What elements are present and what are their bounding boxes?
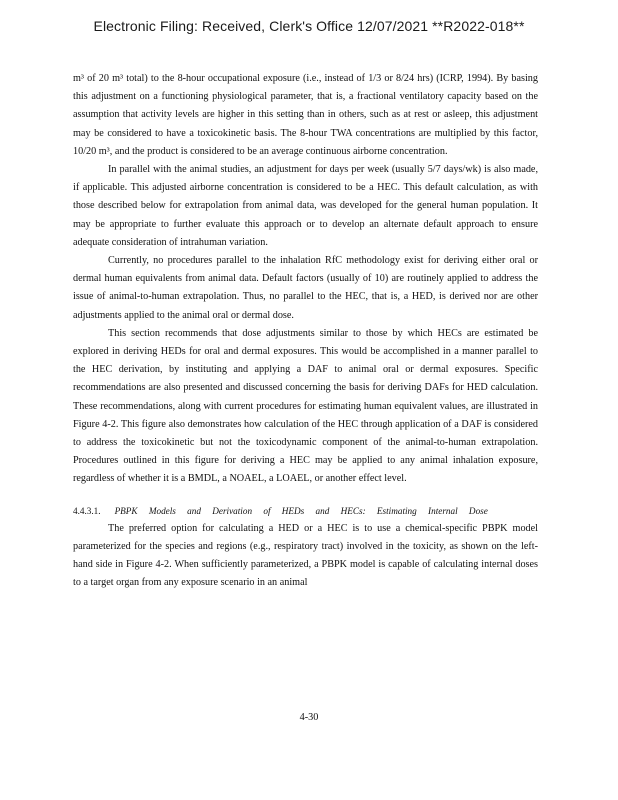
paragraph-pbpk: The preferred option for calculating a HED or a HEC is to use a chemical-specific PBPK model parameterized for the species and regions (e.g., respiratory tract) involved in the toxicity, as shown on the left-hand side in Figure 4-2. When sufficiently parameterized, a PBPK model is capable of calculating internal doses to a target organ from any exposure scenario in an animal — [73, 522, 538, 589]
section-heading — [73, 502, 538, 520]
paragraph-oral-dermal: Currently, no procedures parallel to the inhalation RfC methodology exist for deriving either oral or dermal human equivalents from animal data. Default factors (usually of 10) are routinely applied to address the issue of animal-to-human extrapolation. Thus, no parallel to the HEC, that is, a HED, is derived nor are other adjustments applied to the animal oral or dermal dose. — [73, 255, 538, 321]
page-number: 4-30 — [299, 712, 319, 723]
filing-stamp-header: Electronic Filing: Received, Clerk's Office 12/07/2021 **R2022-018** — [93, 18, 525, 34]
section-title: PBPK Models and Derivation of HEDs and HECs: Estimating Internal Dose — [114, 505, 488, 516]
document-body — [73, 70, 538, 593]
paragraph-continuation: m³ of 20 m³ total) to the 8-hour occupational exposure (i.e., instead of 1/3 or 8/24 hrs) (ICRP, 1994). By basing this adjustment on a functioning physiological parameter, that is, a fractional ventilatory capacity based on the assumption that activity levels are higher in this setting than in others, such as at rest or asleep, this adjustment may be considered to have a toxicokinetic basis. The 8-hour TWA concentrations are multiplied by this factor, 10/20 m³, and the product is considered to be an average continuous airborne concentration. — [73, 73, 538, 157]
paragraph-days-per-week: In parallel with the animal studies, an adjustment for days per week (usually 5/7 days/wk) is also made, if applicable. This adjusted airborne concentration is considered to be a HEC. This default calculation, as with those described below for extrapolation from animal data, was developed for the general human population. It may be appropriate to further evaluate this approach or to develop an alternate default approach to ensure adequate consideration of intrahuman variation. — [73, 164, 538, 248]
section-number: 4.4.3.1. — [73, 505, 101, 516]
paragraph-dose-adjustments: This section recommends that dose adjustments similar to those by which HECs are estimated be explored in deriving HEDs for oral and dermal exposures. This would be accomplished in a manner parallel to the HEC derivation, by instituting and applying a DAF to animal oral or dermal exposures. Specific recommendations are also presented and discussed concerning the basis for deriving DAFs for HED calculation. These recommendations, along with current procedures for estimating human equivalent values, are illustrated in Figure 4-2. This figure also demonstrates how calculation of the HEC through application of a DAF is considered to address the toxicokinetic but not the toxicodynamic component of the animal-to-human extrapolation. Procedures outlined in this figure for deriving a HEC may be applied to any animal inhalation exposure, regardless of whether it is a BMDL, a NOAEL, a LOAEL, or another effect level. — [73, 327, 538, 485]
